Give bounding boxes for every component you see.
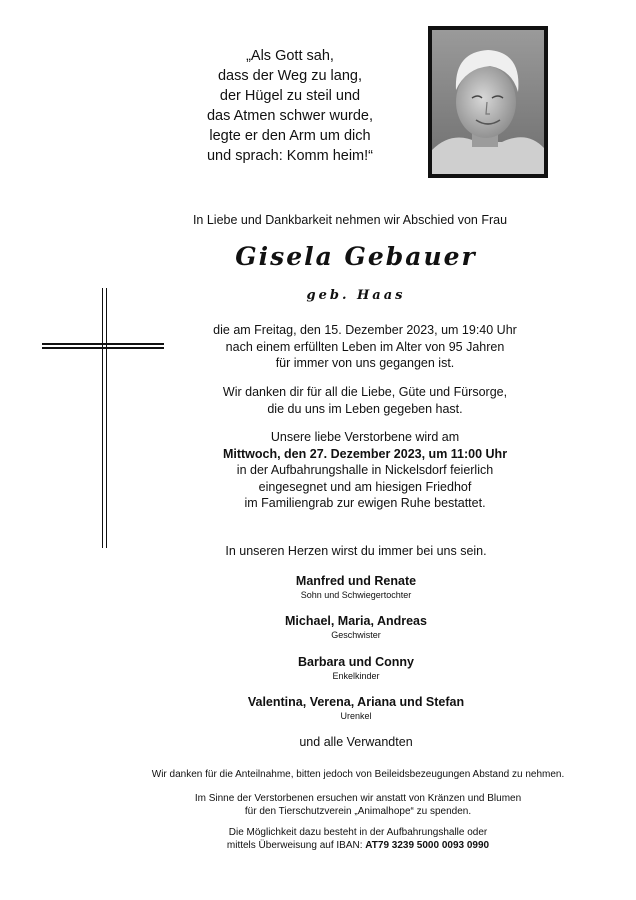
mourner-relation: Enkelkinder [332,671,380,681]
text-line: Die Möglichkeit dazu besteht in der Aufbahrungshalle oder [228,827,488,838]
condolence-note [120,768,596,781]
mourner-group [150,613,562,642]
portrait-image [432,30,544,174]
text-line: Wir danken für die Anteilnahme, bitten jedoch von Beileidsbezeugungen Abstand zu nehmen. [151,769,565,780]
intro-line: In Liebe und Dankbarkeit nehmen wir Abschied von Frau [192,213,508,227]
mourner-group [150,573,562,602]
mourner-names: Manfred und Renate [295,574,417,588]
poem-line: legte er den Arm um dich [209,128,371,144]
mourner-group [150,694,562,723]
iban-prefix: mittels Überweisung auf IBAN: [226,840,363,851]
deceased-name: Gisela Gebauer [235,242,477,271]
poem-line: der Hügel zu steil und [219,88,361,104]
text-line: die du uns im Leben gegeben hast. [267,401,463,416]
text-line: in der Aufbahrungshalle in Nickelsdorf feierlich [236,463,494,477]
cross-vertical-beam [102,288,107,548]
text-line: die am Freitag, den 15. Dezember 2023, um 19:40 Uhr [213,323,517,337]
donation-note [120,792,596,818]
payment-note [120,826,596,852]
mourner-names: Valentina, Verena, Ariana und Stefan [247,695,465,709]
mourner-names: Michael, Maria, Andreas [285,614,427,628]
poem-line: dass der Weg zu lang, [217,68,362,84]
mourner-names: Barbara und Conny [298,655,414,669]
mourner-relation: Geschwister [331,630,381,640]
mourner-group [150,654,562,683]
text-line: im Familiengrab zur ewigen Ruhe bestattet. [244,496,486,510]
cross-horizontal-beam [42,343,164,349]
mourner-relation: Sohn und Schwiegertochter [300,590,412,600]
text-line: für den Tierschutzverein „Animalhope“ zu spenden. [244,806,472,817]
portrait-photo [428,26,548,178]
text-line [120,839,596,852]
mourner-relation: Urenkel [340,711,372,721]
maiden-name: geb. Haas [306,288,406,303]
funeral-paragraph [170,429,560,512]
text-line: für immer von uns gegangen ist. [275,356,455,370]
iban-number: AT79 3239 5000 0093 0990 [365,840,490,851]
heart-line: In unseren Herzen wirst du immer bei uns sein. [225,544,487,558]
poem-line: „Als Gott sah, [246,48,334,64]
text-line: Wir danken dir für all die Liebe, Güte und Fürsorge, [222,385,508,399]
funeral-date: Mittwoch, den 27. Dezember 2023, um 11:00 Uhr [222,446,508,461]
death-notice-paragraph [170,322,560,372]
text-line: Im Sinne der Verstorbenen ersuchen wir anstatt von Kränzen und Blumen [194,793,522,804]
poem-line: das Atmen schwer wurde, [206,108,374,124]
memorial-poem [180,46,400,166]
text-line: nach einem erfüllten Leben im Alter von 95 Jahren [225,339,505,354]
text-line: Unsere liebe Verstorbene wird am [270,430,460,444]
poem-line: und sprach: Komm heim!“ [206,148,373,164]
text-line: eingesegnet und am hiesigen Friedhof [258,479,472,494]
thanks-paragraph [170,384,560,417]
relatives-line: und alle Verwandten [299,735,413,749]
